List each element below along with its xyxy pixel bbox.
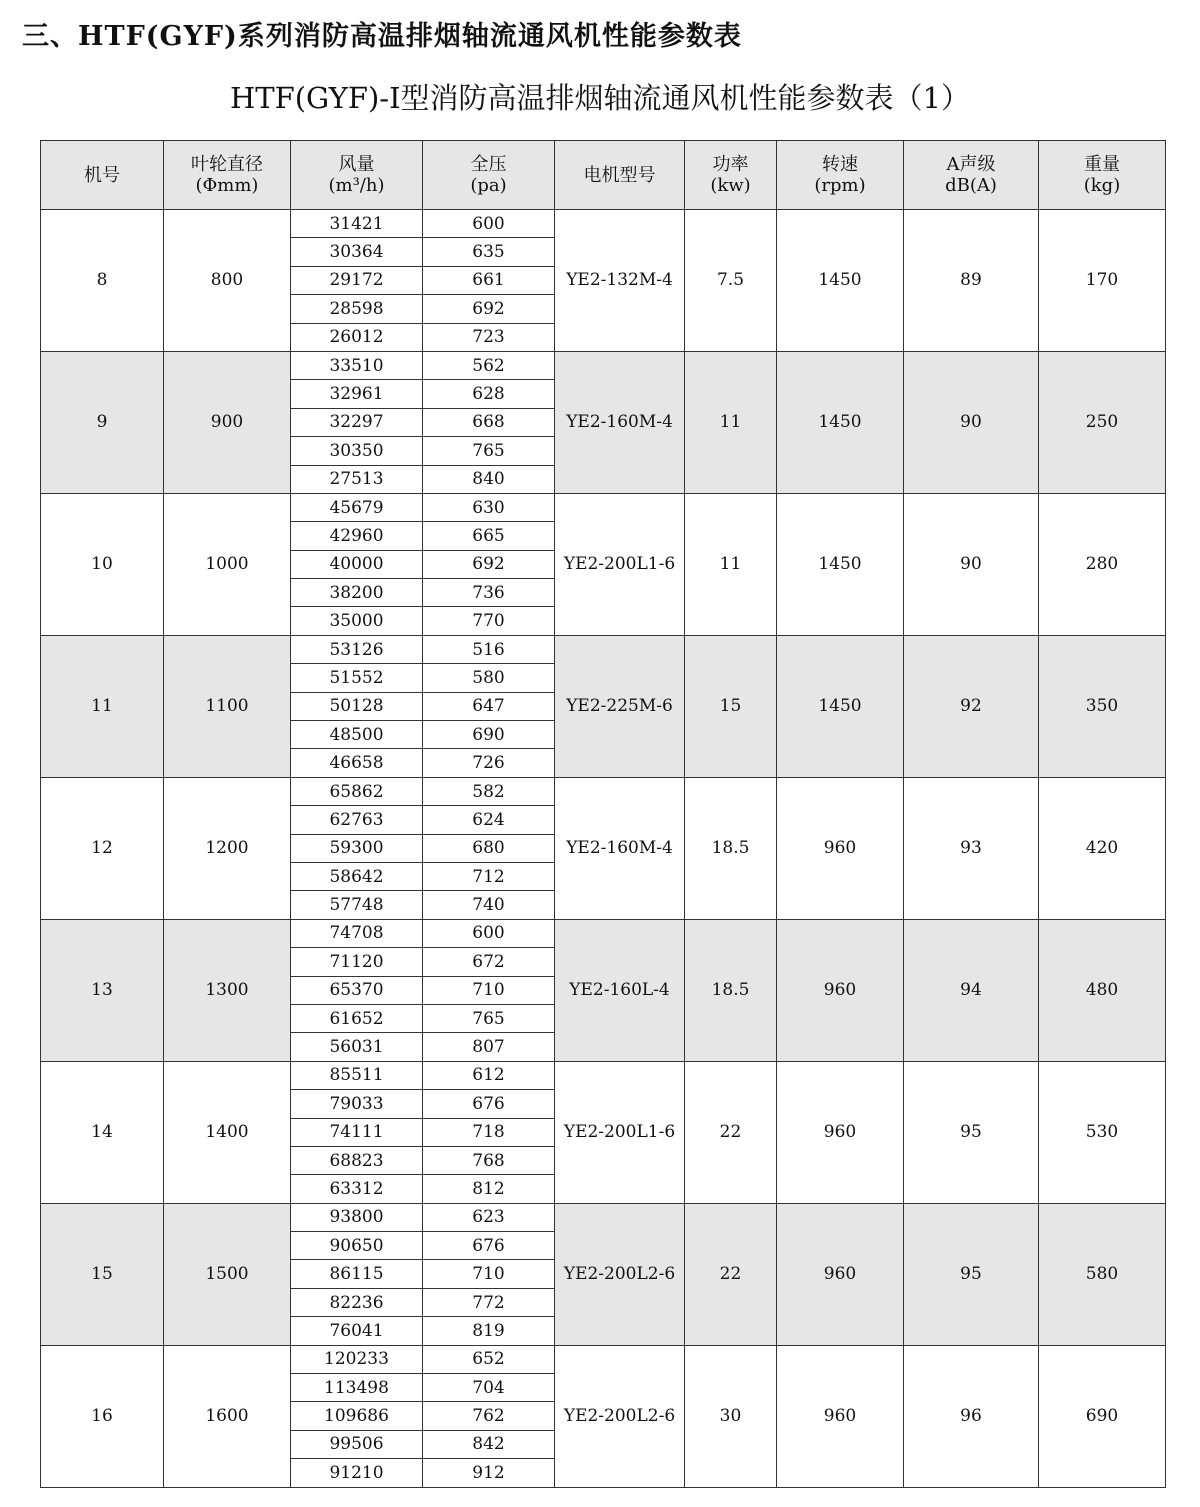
pressure-cell: 680	[423, 834, 555, 862]
weight-cell: 530	[1039, 1061, 1166, 1203]
speed-cell: 960	[777, 1345, 904, 1487]
header-impeller-diameter-line: 叶轮直径	[191, 154, 263, 175]
airflow-cell: 45679	[291, 493, 423, 521]
motor-model-cell: YE2-160M-4	[555, 777, 685, 919]
pressure-cell: 812	[423, 1175, 555, 1203]
header-speed	[777, 141, 904, 210]
power-cell: 18.5	[685, 777, 777, 919]
airflow-cell: 33510	[291, 351, 423, 379]
header-airflow	[291, 141, 423, 210]
speed-cell: 960	[777, 1203, 904, 1345]
pressure-cell: 740	[423, 891, 555, 919]
airflow-cell: 58642	[291, 862, 423, 890]
airflow-cell: 86115	[291, 1260, 423, 1288]
weight-cell: 350	[1039, 635, 1166, 777]
impeller-diameter-cell: 1500	[164, 1203, 291, 1345]
header-weight-line: 重量	[1084, 154, 1120, 175]
pressure-cell: 765	[423, 437, 555, 465]
impeller-diameter-cell: 1200	[164, 777, 291, 919]
pressure-cell: 600	[423, 210, 555, 238]
fan-number-cell: 8	[41, 210, 164, 352]
noise-level-cell: 93	[904, 777, 1039, 919]
pressure-cell: 600	[423, 919, 555, 947]
airflow-cell: 35000	[291, 607, 423, 635]
header-power-line: 功率	[712, 154, 749, 175]
airflow-cell: 30350	[291, 437, 423, 465]
noise-level-cell: 90	[904, 351, 1039, 493]
impeller-diameter-cell: 1600	[164, 1345, 291, 1487]
header-total-pressure	[423, 141, 555, 210]
pressure-cell: 712	[423, 862, 555, 890]
airflow-cell: 32297	[291, 408, 423, 436]
header-weight-line: (kg)	[1083, 175, 1121, 196]
motor-model-cell: YE2-200L2-6	[555, 1203, 685, 1345]
header-motor-model-line: 电机型号	[583, 164, 656, 186]
pressure-cell: 668	[423, 408, 555, 436]
pressure-cell: 580	[423, 664, 555, 692]
airflow-cell: 56031	[291, 1033, 423, 1061]
header-noise-level-line: A声级	[946, 154, 996, 175]
airflow-cell: 50128	[291, 692, 423, 720]
fan-number-cell: 13	[41, 919, 164, 1061]
pressure-cell: 710	[423, 976, 555, 1004]
power-cell: 30	[685, 1345, 777, 1487]
table-row	[41, 493, 1166, 521]
table-row	[41, 351, 1166, 379]
pressure-cell: 516	[423, 635, 555, 663]
table-row	[41, 919, 1166, 947]
speed-cell: 1450	[777, 210, 904, 352]
pressure-cell: 672	[423, 948, 555, 976]
header-impeller-diameter-line: (Φmm)	[195, 175, 259, 196]
table-row	[41, 1203, 1166, 1231]
table-body	[41, 210, 1166, 1488]
airflow-cell: 99506	[291, 1430, 423, 1458]
noise-level-cell: 94	[904, 919, 1039, 1061]
pressure-cell: 726	[423, 749, 555, 777]
fan-number-cell: 15	[41, 1203, 164, 1345]
speed-cell: 1450	[777, 493, 904, 635]
airflow-cell: 27513	[291, 465, 423, 493]
power-cell: 15	[685, 635, 777, 777]
table-row	[41, 777, 1166, 805]
header-impeller-diameter	[164, 141, 291, 210]
power-cell: 7.5	[685, 210, 777, 352]
noise-level-cell: 95	[904, 1061, 1039, 1203]
airflow-cell: 76041	[291, 1317, 423, 1345]
pressure-cell: 718	[423, 1118, 555, 1146]
weight-cell: 420	[1039, 777, 1166, 919]
impeller-diameter-cell: 1300	[164, 919, 291, 1061]
speed-cell: 960	[777, 919, 904, 1061]
airflow-cell: 79033	[291, 1090, 423, 1118]
pressure-cell: 661	[423, 266, 555, 294]
pressure-cell: 582	[423, 777, 555, 805]
motor-model-cell: YE2-200L1-6	[555, 1061, 685, 1203]
motor-model-cell: YE2-132M-4	[555, 210, 685, 352]
pressure-cell: 770	[423, 607, 555, 635]
motor-model-cell: YE2-160L-4	[555, 919, 685, 1061]
pressure-cell: 623	[423, 1203, 555, 1231]
pressure-cell: 772	[423, 1288, 555, 1316]
impeller-diameter-cell: 800	[164, 210, 291, 352]
pressure-cell: 840	[423, 465, 555, 493]
header-speed-line: (rpm)	[814, 175, 866, 196]
impeller-diameter-cell: 1100	[164, 635, 291, 777]
airflow-cell: 31421	[291, 210, 423, 238]
airflow-cell: 63312	[291, 1175, 423, 1203]
table-header	[41, 141, 1166, 210]
weight-cell: 250	[1039, 351, 1166, 493]
power-cell: 22	[685, 1203, 777, 1345]
airflow-cell: 51552	[291, 664, 423, 692]
table-row	[41, 1345, 1166, 1373]
pressure-cell: 562	[423, 351, 555, 379]
power-cell: 22	[685, 1061, 777, 1203]
pressure-cell: 635	[423, 238, 555, 266]
airflow-cell: 48500	[291, 721, 423, 749]
header-motor-model	[555, 141, 685, 210]
airflow-cell: 62763	[291, 806, 423, 834]
noise-level-cell: 95	[904, 1203, 1039, 1345]
pressure-cell: 624	[423, 806, 555, 834]
fan-number-cell: 9	[41, 351, 164, 493]
pressure-cell: 692	[423, 295, 555, 323]
pressure-cell: 765	[423, 1004, 555, 1032]
weight-cell: 690	[1039, 1345, 1166, 1487]
speed-cell: 1450	[777, 635, 904, 777]
airflow-cell: 42960	[291, 522, 423, 550]
table-title: HTF(GYF)-Ⅰ型消防高温排烟轴流通风机性能参数表（1）	[229, 81, 970, 115]
speed-cell: 1450	[777, 351, 904, 493]
section-title: 三、HTF(GYF)系列消防高温排烟轴流通风机性能参数表	[22, 21, 742, 52]
header-airflow-line: 风量	[338, 154, 375, 175]
airflow-cell: 59300	[291, 834, 423, 862]
airflow-cell: 38200	[291, 579, 423, 607]
pressure-cell: 690	[423, 721, 555, 749]
airflow-cell: 68823	[291, 1146, 423, 1174]
weight-cell: 480	[1039, 919, 1166, 1061]
airflow-cell: 120233	[291, 1345, 423, 1373]
airflow-cell: 74111	[291, 1118, 423, 1146]
airflow-cell: 46658	[291, 749, 423, 777]
airflow-cell: 57748	[291, 891, 423, 919]
power-cell: 11	[685, 351, 777, 493]
airflow-cell: 74708	[291, 919, 423, 947]
pressure-cell: 768	[423, 1146, 555, 1174]
motor-model-cell: YE2-200L2-6	[555, 1345, 685, 1487]
pressure-cell: 912	[423, 1459, 555, 1487]
header-airflow-line: (m³/h)	[328, 175, 385, 196]
airflow-cell: 82236	[291, 1288, 423, 1316]
pressure-cell: 676	[423, 1232, 555, 1260]
pressure-cell: 692	[423, 550, 555, 578]
power-cell: 11	[685, 493, 777, 635]
pressure-cell: 704	[423, 1374, 555, 1402]
table-row	[41, 1061, 1166, 1089]
table-row	[41, 635, 1166, 663]
airflow-cell: 71120	[291, 948, 423, 976]
noise-level-cell: 92	[904, 635, 1039, 777]
fan-number-cell: 16	[41, 1345, 164, 1487]
airflow-cell: 28598	[291, 295, 423, 323]
airflow-cell: 65862	[291, 777, 423, 805]
airflow-cell: 93800	[291, 1203, 423, 1231]
header-noise-level	[904, 141, 1039, 210]
performance-table	[40, 140, 1166, 1488]
pressure-cell: 710	[423, 1260, 555, 1288]
pressure-cell: 819	[423, 1317, 555, 1345]
pressure-cell: 807	[423, 1033, 555, 1061]
fan-number-cell: 14	[41, 1061, 164, 1203]
airflow-cell: 30364	[291, 238, 423, 266]
noise-level-cell: 96	[904, 1345, 1039, 1487]
fan-number-cell: 12	[41, 777, 164, 919]
pressure-cell: 665	[423, 522, 555, 550]
pressure-cell: 628	[423, 380, 555, 408]
noise-level-cell: 90	[904, 493, 1039, 635]
motor-model-cell: YE2-200L1-6	[555, 493, 685, 635]
header-no-line: 机号	[84, 164, 120, 186]
airflow-cell: 91210	[291, 1459, 423, 1487]
motor-model-cell: YE2-160M-4	[555, 351, 685, 493]
airflow-cell: 40000	[291, 550, 423, 578]
pressure-cell: 736	[423, 579, 555, 607]
header-total-pressure-line: 全压	[470, 154, 507, 175]
header-power-line: (kw)	[710, 175, 751, 196]
header-weight	[1039, 141, 1166, 210]
weight-cell: 170	[1039, 210, 1166, 352]
pressure-cell: 842	[423, 1430, 555, 1458]
airflow-cell: 32961	[291, 380, 423, 408]
airflow-cell: 61652	[291, 1004, 423, 1032]
power-cell: 18.5	[685, 919, 777, 1061]
airflow-cell: 29172	[291, 266, 423, 294]
impeller-diameter-cell: 1400	[164, 1061, 291, 1203]
pressure-cell: 652	[423, 1345, 555, 1373]
pressure-cell: 630	[423, 493, 555, 521]
pressure-cell: 612	[423, 1061, 555, 1089]
speed-cell: 960	[777, 777, 904, 919]
airflow-cell: 26012	[291, 323, 423, 351]
weight-cell: 580	[1039, 1203, 1166, 1345]
header-power	[685, 141, 777, 210]
noise-level-cell: 89	[904, 210, 1039, 352]
table-row	[41, 210, 1166, 238]
pressure-cell: 676	[423, 1090, 555, 1118]
speed-cell: 960	[777, 1061, 904, 1203]
fan-number-cell: 11	[41, 635, 164, 777]
airflow-cell: 53126	[291, 635, 423, 663]
fan-number-cell: 10	[41, 493, 164, 635]
weight-cell: 280	[1039, 493, 1166, 635]
airflow-cell: 90650	[291, 1232, 423, 1260]
pressure-cell: 647	[423, 692, 555, 720]
impeller-diameter-cell: 1000	[164, 493, 291, 635]
airflow-cell: 85511	[291, 1061, 423, 1089]
impeller-diameter-cell: 900	[164, 351, 291, 493]
header-noise-level-line: dB(A)	[945, 175, 997, 196]
pressure-cell: 762	[423, 1402, 555, 1430]
header-row	[41, 141, 1166, 210]
header-speed-line: 转速	[822, 154, 858, 175]
airflow-cell: 65370	[291, 976, 423, 1004]
airflow-cell: 113498	[291, 1374, 423, 1402]
pressure-cell: 723	[423, 323, 555, 351]
motor-model-cell: YE2-225M-6	[555, 635, 685, 777]
header-total-pressure-line: (pa)	[470, 175, 507, 196]
header-no	[41, 141, 164, 210]
airflow-cell: 109686	[291, 1402, 423, 1430]
